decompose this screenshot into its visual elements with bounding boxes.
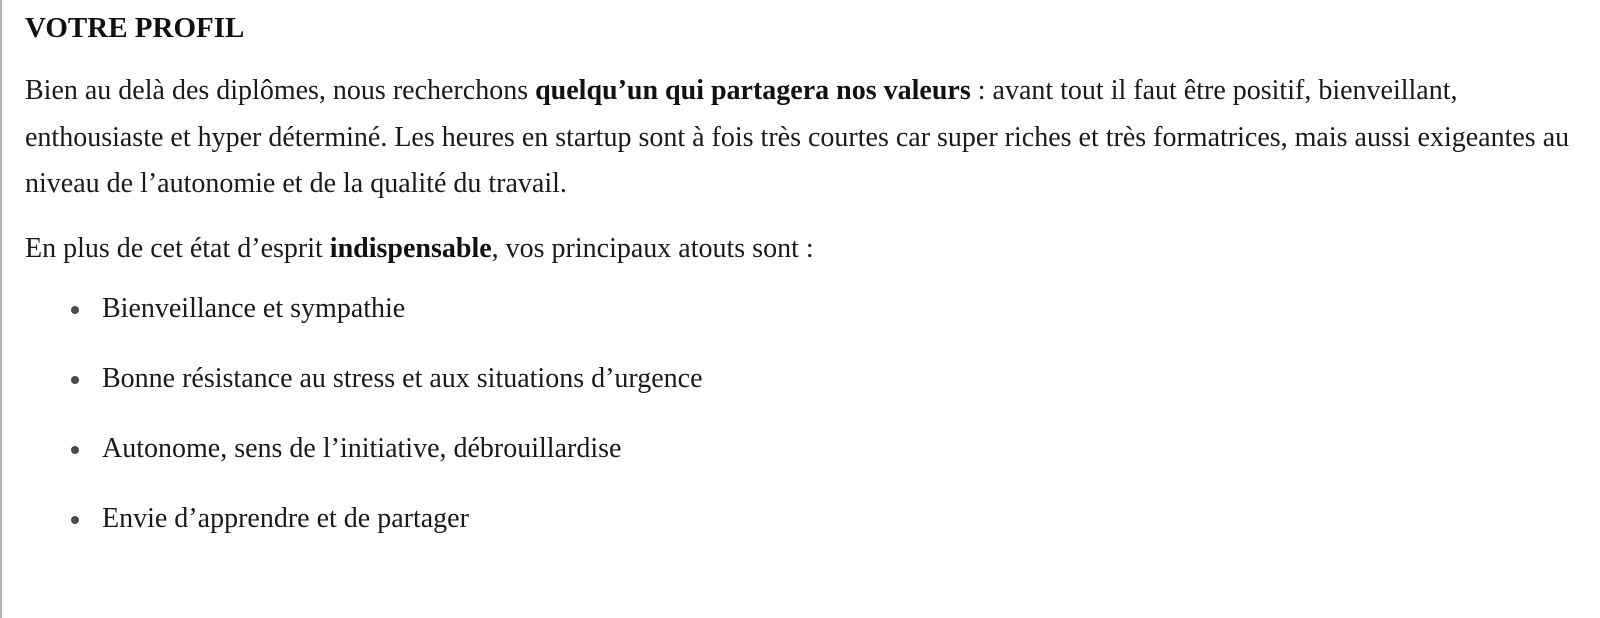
values-paragraph-rest: : avant tout il faut être positif, bienveillant, enthousiaste et hyper déterminé. Les heures en startup sont à fois très courtes car super riches et très formatrices, mais aussi exigeantes au niveau de l’autonomie et de la qualité du travail. (25, 75, 1570, 199)
list-item-text: Autonome, sens de l’initiative, débrouillardise (102, 433, 622, 464)
list-item-text: Bienveillance et sympathie (102, 293, 406, 324)
list-item-text: Bonne résistance au stress et aux situations d’urgence (102, 363, 703, 394)
values-paragraph-emphasis: quelqu’un qui partagera nos valeurs (535, 75, 971, 106)
assets-intro-start: En plus de cet état d’esprit (25, 232, 330, 264)
bullet-icon (71, 516, 79, 524)
bullet-icon (71, 306, 79, 314)
section-title: VOTRE PROFIL (25, 12, 245, 44)
list-item (25, 286, 1585, 332)
qualities-list (25, 286, 1585, 542)
list-item-text: Envie d’apprendre et de partager (102, 503, 469, 534)
values-paragraph (25, 68, 1585, 208)
page-left-border (0, 0, 2, 618)
bullet-icon (71, 376, 79, 384)
assets-intro-emphasis: indispensable (329, 232, 492, 264)
list-item (25, 426, 1585, 472)
values-paragraph-intro: Bien au delà des diplômes, nous recherchons (25, 75, 536, 106)
list-item (25, 356, 1585, 402)
list-item (25, 496, 1585, 542)
bullet-icon (71, 446, 79, 454)
assets-intro-paragraph (25, 226, 1585, 273)
assets-intro-end: , vos principaux atouts sont : (491, 232, 814, 264)
profile-section (25, 0, 1585, 566)
